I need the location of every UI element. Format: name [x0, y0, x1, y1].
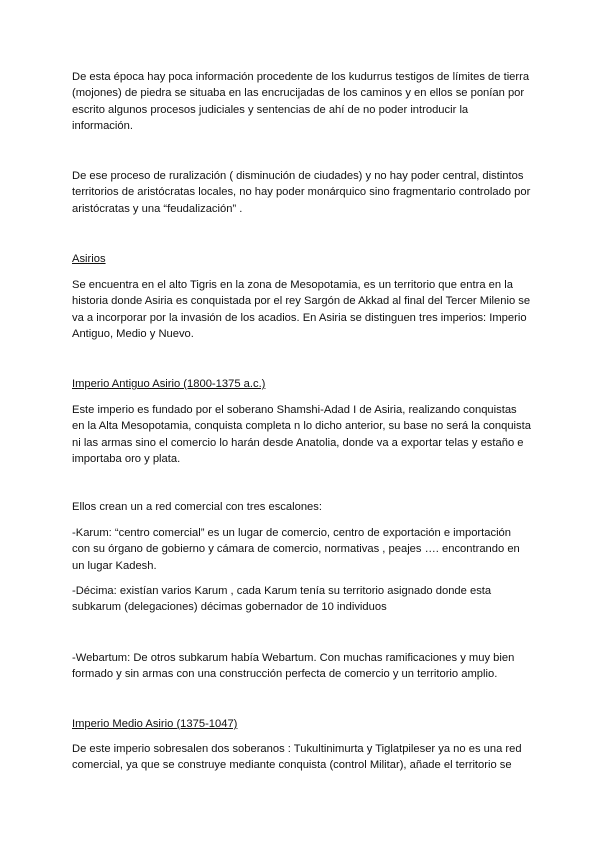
heading-asirios: Asirios — [72, 253, 106, 265]
paragraph-decima: -Décima: existían varios Karum , cada Karum tenía su territorio asignado donde esta subkarum (delegaciones) décimas gobernador de 10 individuos — [72, 585, 492, 614]
paragraph-shamshi-adad: Este imperio es fundado por el soberano Shamshi-Adad I de Asiria, realizando conquistas en la Alta Mesopotamia, conquista completa n lo dicho anterior, su base no será la conquista ni las armas sino el comercio lo harán desde Anatolia, donde va a exportar telas y estaño e importaba oro y plata. — [72, 404, 531, 466]
paragraph-karum: -Karum: “centro comercial” es un lugar de comercio, centro de exportación e importación con su órgano de gobierno y cámara de comercio, normativas , peajes …. encontrando en un lugar Kadesh. — [72, 527, 520, 572]
heading-imperio-antiguo: Imperio Antiguo Asirio (1800-1375 a.c.) — [72, 378, 266, 390]
paragraph-ruralizacion: De ese proceso de ruralización ( disminución de ciudades) y no hay poder central, distintos territorios de aristócratas locales, no hay poder monárquico sino fragmentario controlado por aristócratas y una “feudalización” . — [72, 170, 531, 215]
heading-imperio-medio: Imperio Medio Asirio (1375-1047) — [72, 718, 238, 730]
paragraph-asiria-intro: Se encuentra en el alto Tigris en la zona de Mesopotamia, es un territorio que entra en la historia donde Asiria es conquistada por el rey Sargón de Akkad al final del Tercer Milenio se va a incorporar por la invasión de los acadios. En Asiria se distinguen tres imperios: Imperio Antiguo, Medio y Nuevo. — [72, 279, 531, 341]
paragraph-imperio-medio: De este imperio sobresalen dos soberanos : Tukultinimurta y Tiglatpileser ya no es una red comercial, ya que se construye mediante conquista (control Militar), añade el territorio se — [72, 743, 522, 772]
paragraph-kudurrus: De esta época hay poca información procedente de los kudurrus testigos de límites de tierra (mojones) de piedra se situaba en las encrucijadas de los caminos y en ellos se ponían por escrito algunos procesos judiciales y sentencias de ahí de no poder introducir la información. — [72, 71, 530, 133]
paragraph-webartum: -Webartum: De otros subkarum había Webartum. Con muchas ramificaciones y muy bien formado y sin armas con una construcción perfecta de comercio y un territorio amplio. — [72, 652, 515, 681]
paragraph-red-comercial: Ellos crean un a red comercial con tres escalones: — [72, 501, 322, 513]
